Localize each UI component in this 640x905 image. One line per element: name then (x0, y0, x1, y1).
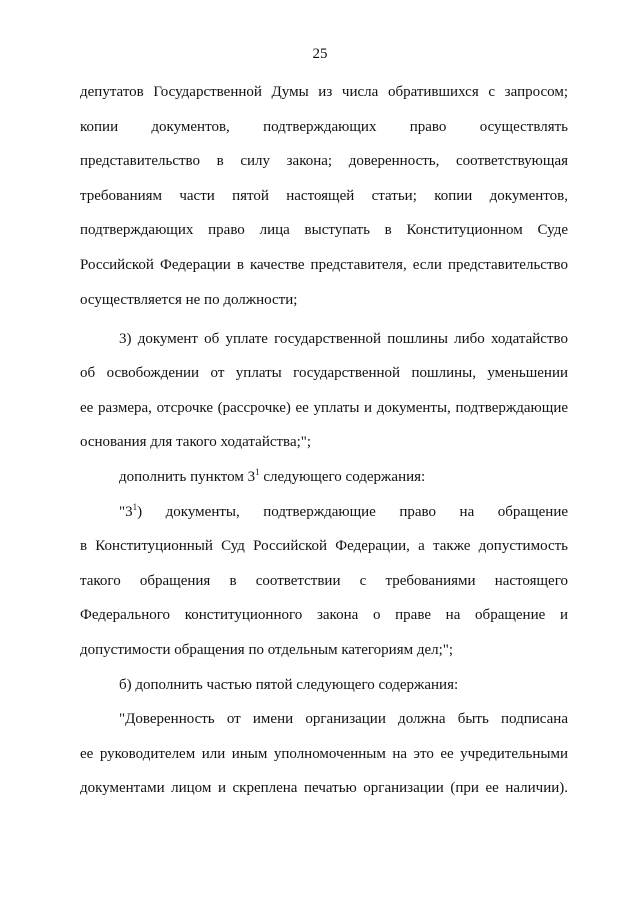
text-segment: дополнить пунктом 3 (119, 468, 256, 485)
text-line: 3) документ об уплате государственной пошлины либо ходатайство (119, 330, 568, 347)
text-line: б) дополнить частью пятой следующего содержания: (119, 676, 459, 693)
text-line: осуществляется не по должности; (80, 291, 298, 308)
text-line: подтверждающих право лица выступать в Конституционном Суде (80, 222, 568, 239)
superscript: 1 (255, 466, 260, 477)
text-line: требованиям части пятой настоящей статьи; копии документов, (80, 187, 568, 204)
text-segment: следующего содержания: (259, 468, 426, 485)
text-line: Российской Федерации в качестве представителя, если представительство (80, 256, 568, 273)
text-line: "Доверенность от имени организации должна быть подписана (119, 711, 568, 728)
document-body (80, 81, 568, 812)
text-line: депутатов Государственной Думы из числа обратившихся с запросом; (80, 84, 568, 100)
text-line: ее размера, отсрочке (рассрочке) ее уплаты и документы, подтверждающие (80, 399, 568, 416)
text-line: основания для такого ходатайства;"; (80, 434, 312, 451)
text-line: допустимости обращения по отдельным категориям дел;"; (80, 641, 454, 658)
text-line: в Конституционный Суд Российской Федерации, а также допустимость (80, 538, 568, 555)
text-line: ее руководителем или иным уполномоченным на это ее учредительными (80, 745, 568, 762)
text-line: копии документов, подтверждающих право осуществлять (80, 118, 568, 135)
text-line: об освобождении от уплаты государственной пошлины, уменьшении (80, 365, 568, 382)
text-line: Федерального конституционного закона о праве на обращение и (80, 607, 568, 624)
text-segment: ) документы, подтверждающие право на обращение (137, 503, 568, 520)
text-line: представительство в силу закона; доверенность, соответствующая (80, 153, 568, 170)
text-line (80, 466, 568, 501)
text-line: документами лицом и скреплена печатью организации (при ее наличии). (80, 780, 568, 797)
page-number: 25 (312, 46, 328, 62)
text-segment: "3 (119, 503, 133, 520)
text-line: такого обращения в соответствии с требованиями настоящего (80, 572, 568, 589)
text-line (80, 501, 568, 536)
superscript: 1 (132, 501, 138, 512)
